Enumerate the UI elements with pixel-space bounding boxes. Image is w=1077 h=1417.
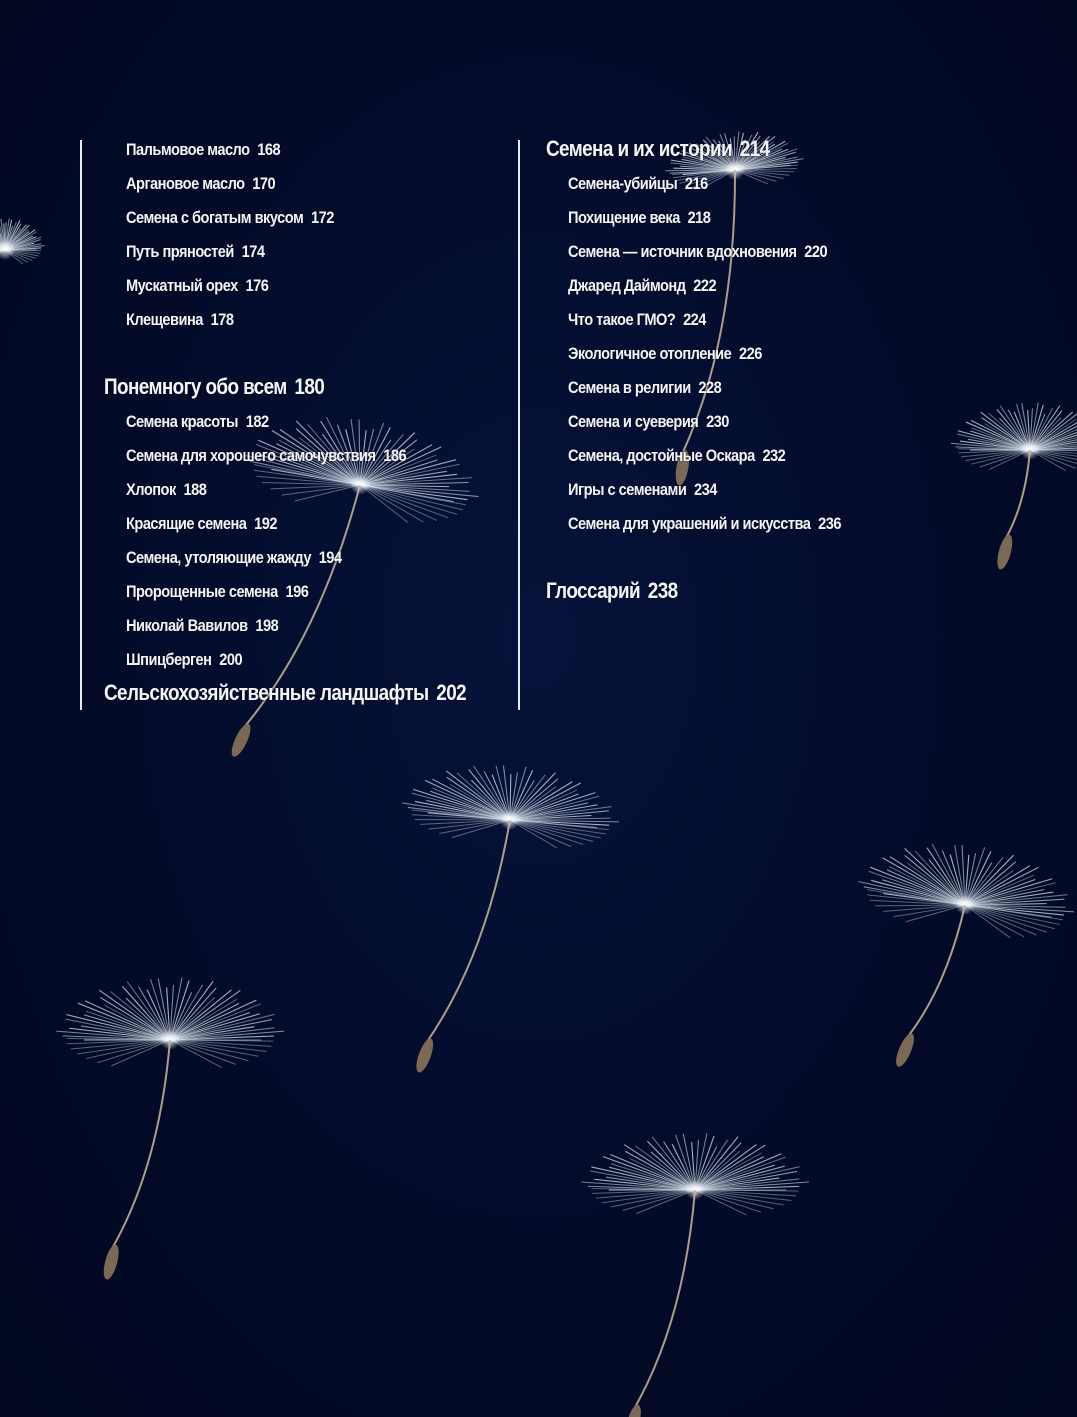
toc-entry-page: 174 bbox=[241, 242, 265, 261]
toc-entry-title: Николай Вавилов bbox=[126, 616, 248, 635]
toc-entry-title: Семена для украшений и искусства bbox=[568, 514, 811, 533]
toc-entry-page: 220 bbox=[804, 242, 828, 261]
toc-entry[interactable] bbox=[126, 310, 234, 330]
toc-entry-page: 178 bbox=[210, 310, 234, 329]
toc-entry-page: 238 bbox=[647, 578, 678, 603]
toc-section-heading[interactable] bbox=[546, 578, 678, 604]
toc-entry-title: Путь пряностей bbox=[126, 242, 234, 261]
toc-entry[interactable] bbox=[568, 446, 785, 466]
dandelion-seed bbox=[0, 218, 45, 264]
toc-entry[interactable] bbox=[126, 412, 269, 432]
toc-entry-title: Семена, достойные Оскара bbox=[568, 446, 755, 465]
toc-entry-title: Игры с семенами bbox=[568, 480, 687, 499]
toc-entry-page: 188 bbox=[183, 480, 207, 499]
toc-entry-page: 186 bbox=[383, 446, 407, 465]
toc-entry-page: 218 bbox=[687, 208, 711, 227]
toc-entry[interactable] bbox=[126, 616, 278, 636]
dandelion-seed bbox=[56, 977, 284, 1280]
toc-entry[interactable] bbox=[126, 208, 334, 228]
toc-entry-page: 180 bbox=[294, 374, 325, 399]
toc-entry[interactable] bbox=[568, 480, 717, 500]
toc-entry[interactable] bbox=[568, 378, 721, 398]
toc-entry[interactable] bbox=[568, 412, 729, 432]
toc-entry-page: 232 bbox=[762, 446, 786, 465]
toc-entry-title: Экологичное отопление bbox=[568, 344, 732, 363]
toc-entry-page: 224 bbox=[683, 310, 706, 329]
toc-entry-title: Что такое ГМО? bbox=[568, 310, 676, 329]
toc-entry-title: Джаред Даймонд bbox=[568, 276, 686, 295]
toc-entry-page: 234 bbox=[694, 480, 717, 499]
toc-entry-title: Клещевина bbox=[126, 310, 203, 329]
toc-entry-page: 172 bbox=[310, 208, 334, 227]
toc-section-heading[interactable] bbox=[546, 136, 770, 162]
toc-entry-title: Семена красоты bbox=[126, 412, 238, 431]
toc-entry[interactable] bbox=[126, 140, 280, 160]
toc-entry-page: 230 bbox=[706, 412, 729, 431]
dandelion-seed bbox=[379, 756, 623, 1089]
toc-entry[interactable] bbox=[126, 582, 308, 602]
toc-entry-page: 228 bbox=[698, 378, 722, 397]
toc-entry-title: Семена-убийцы bbox=[568, 174, 678, 193]
toc-entry[interactable] bbox=[568, 242, 827, 262]
toc-section-heading[interactable] bbox=[104, 374, 324, 400]
toc-entry-title: Красящие семена bbox=[126, 514, 247, 533]
toc-entry-page: 202 bbox=[436, 680, 467, 705]
toc-entry-page: 194 bbox=[318, 548, 342, 567]
toc-entry-page: 182 bbox=[245, 412, 269, 431]
toc-entry-title: Семена и суеверия bbox=[568, 412, 699, 431]
toc-entry-title: Аргановое масло bbox=[126, 174, 245, 193]
toc-entry-title: Пальмовое масло bbox=[126, 140, 250, 159]
toc-entry[interactable] bbox=[126, 480, 206, 500]
toc-entry-title: Понемногу обо всем bbox=[104, 374, 287, 399]
toc-entry-title: Семена, утоляющие жажду bbox=[126, 548, 311, 567]
toc-entry[interactable] bbox=[568, 310, 706, 330]
toc-entry-page: 192 bbox=[254, 514, 277, 533]
toc-entry-page: 216 bbox=[684, 174, 708, 193]
toc-entry-page: 200 bbox=[219, 650, 243, 669]
toc-entry-page: 196 bbox=[285, 582, 309, 601]
toc-entry-title: Сельскохозяйственные ландшафты bbox=[104, 680, 429, 705]
toc-entry-page: 226 bbox=[739, 344, 762, 363]
toc-entry[interactable] bbox=[568, 344, 762, 364]
toc-entry-title: Семена и их истории bbox=[546, 136, 733, 161]
toc-entry[interactable] bbox=[568, 208, 710, 228]
toc-entry[interactable] bbox=[126, 514, 277, 534]
toc-entry-title: Семена для хорошего самочувствия bbox=[126, 446, 376, 465]
toc-entry[interactable] bbox=[126, 446, 406, 466]
toc-entry-page: 222 bbox=[693, 276, 717, 295]
toc-entry[interactable] bbox=[126, 174, 275, 194]
toc-entry-title: Похищение века bbox=[568, 208, 680, 227]
toc-entry[interactable] bbox=[568, 174, 708, 194]
toc-entry[interactable] bbox=[126, 650, 242, 670]
toc-entry-page: 236 bbox=[818, 514, 842, 533]
toc-entry-page: 198 bbox=[255, 616, 279, 635]
toc-entry-title: Хлопок bbox=[126, 480, 176, 499]
toc-entry[interactable] bbox=[568, 276, 716, 296]
toc-entry[interactable] bbox=[568, 514, 841, 534]
toc-entry-title: Мускатный орех bbox=[126, 276, 238, 295]
toc-entry-page: 170 bbox=[252, 174, 276, 193]
toc-entry-title: Глоссарий bbox=[546, 578, 641, 603]
toc-entry-title: Пророщенные семена bbox=[126, 582, 278, 601]
toc-entry-page: 214 bbox=[739, 136, 770, 161]
dandelion-seed bbox=[581, 1133, 809, 1417]
toc-entry-title: Семена в религии bbox=[568, 378, 691, 397]
toc-entry[interactable] bbox=[126, 276, 268, 296]
toc-entry-title: Шпицберген bbox=[126, 650, 212, 669]
toc-entry[interactable] bbox=[126, 242, 264, 262]
toc-entry-page: 168 bbox=[257, 140, 281, 159]
toc-entry-title: Семена с богатым вкусом bbox=[126, 208, 304, 227]
toc-section-heading[interactable] bbox=[104, 680, 466, 706]
toc-entry-page: 176 bbox=[245, 276, 269, 295]
toc-entry[interactable] bbox=[126, 548, 342, 568]
toc-entry-title: Семена — источник вдохновения bbox=[568, 242, 797, 261]
dandelion-seed bbox=[834, 831, 1077, 1090]
